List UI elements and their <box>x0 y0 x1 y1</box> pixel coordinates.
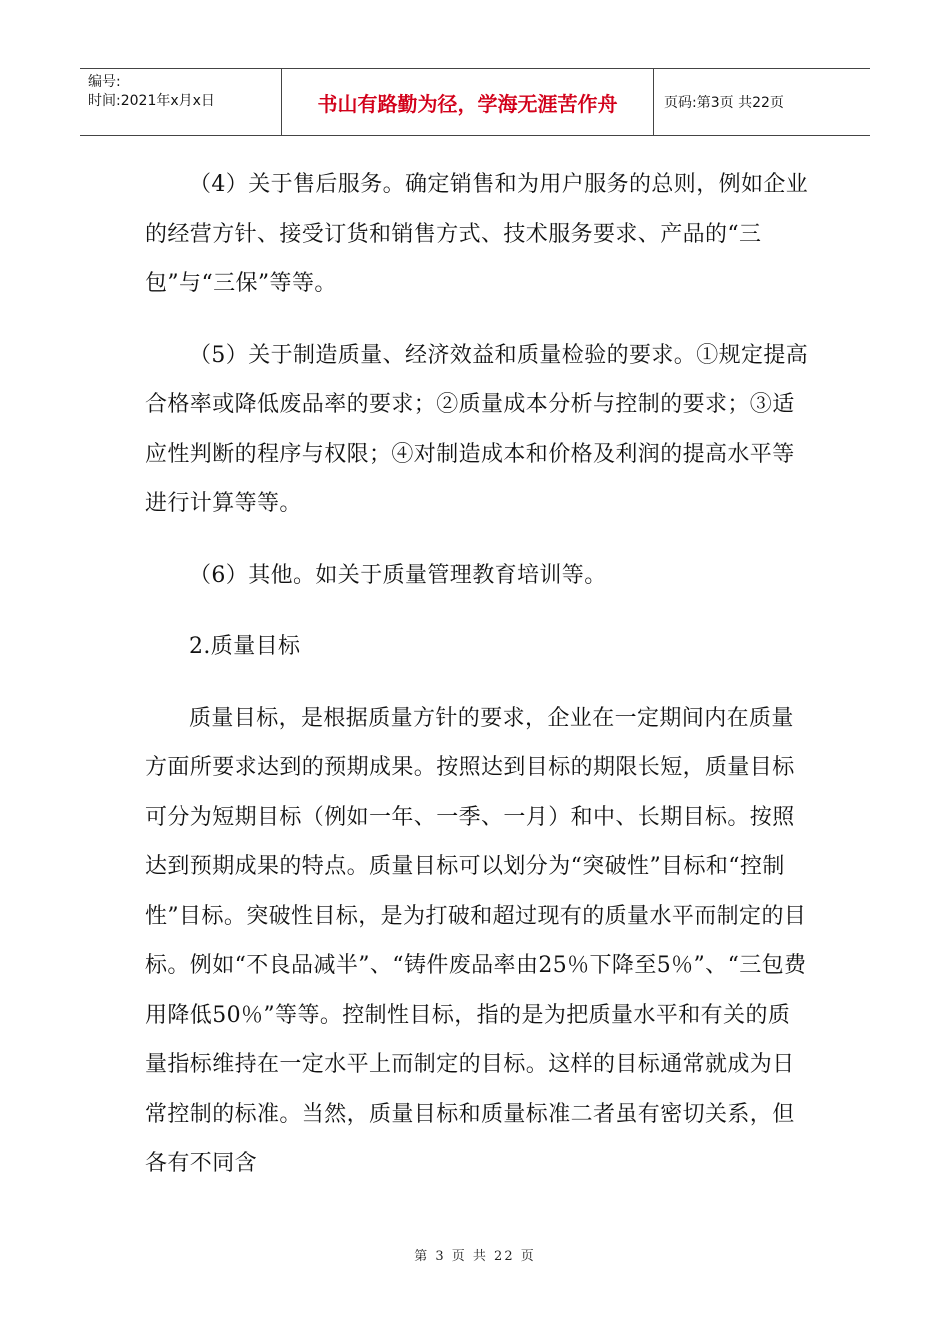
page-footer: 第 3 页 共 22 页 <box>414 1249 536 1264</box>
header-motto: 书山有路勤为径，学海无涯苦作舟 <box>282 69 654 135</box>
header-meta <box>80 69 282 135</box>
document-date: 时间:2021年x月x日 <box>88 93 215 109</box>
paragraph-after-sales: （4）关于售后服务。确定销售和为用户服务的总则，例如企业的经营方针、接受订货和销售方式、技术服务要求、产品的“三包”与“三保”等等。 <box>145 172 809 296</box>
page-header <box>80 68 870 136</box>
document-body <box>145 160 810 1211</box>
document-number-label: 编号: <box>88 74 121 90</box>
paragraph-manufacturing-quality: （5）关于制造质量、经济效益和质量检验的要求。①规定提高合格率或降低废品率的要求；②质量成本分析与控制的要求；③适应性判断的程序与权限；④对制造成本和价格及利润的提高水平等进行计算等等。 <box>145 342 809 516</box>
paragraph-other: （6）其他。如关于质量管理教育培训等。 <box>189 562 607 588</box>
section-heading-quality-goals: 2.质量目标 <box>189 634 301 659</box>
paragraph-quality-goals: 质量目标，是根据质量方针的要求，企业在一定期间内在质量方面所要求达到的预期成果。按照达到目标的期限长短，质量目标可分为短期目标（例如一年、一季、一月）和中、长期目标。按照达到预期成果的特点。质量目标可以划分为“突破性”目标和“控制性”目标。突破性目标，是为打破和超过现有的质量水平而制定的目标。例如“不良品减半”、“铸件废品率由25％下降至5％”、“三包费用降低50％”等等。控制性目标，指的是为把质量水平和有关的质量指标维持在一定水平上而制定的目标。这样的目标通常就成为日常控制的标准。当然，质量目标和质量标准二者虽有密切关系，但各有不同含 <box>145 705 807 1176</box>
header-page-info: 页码:第3页 共22页 <box>664 95 784 111</box>
